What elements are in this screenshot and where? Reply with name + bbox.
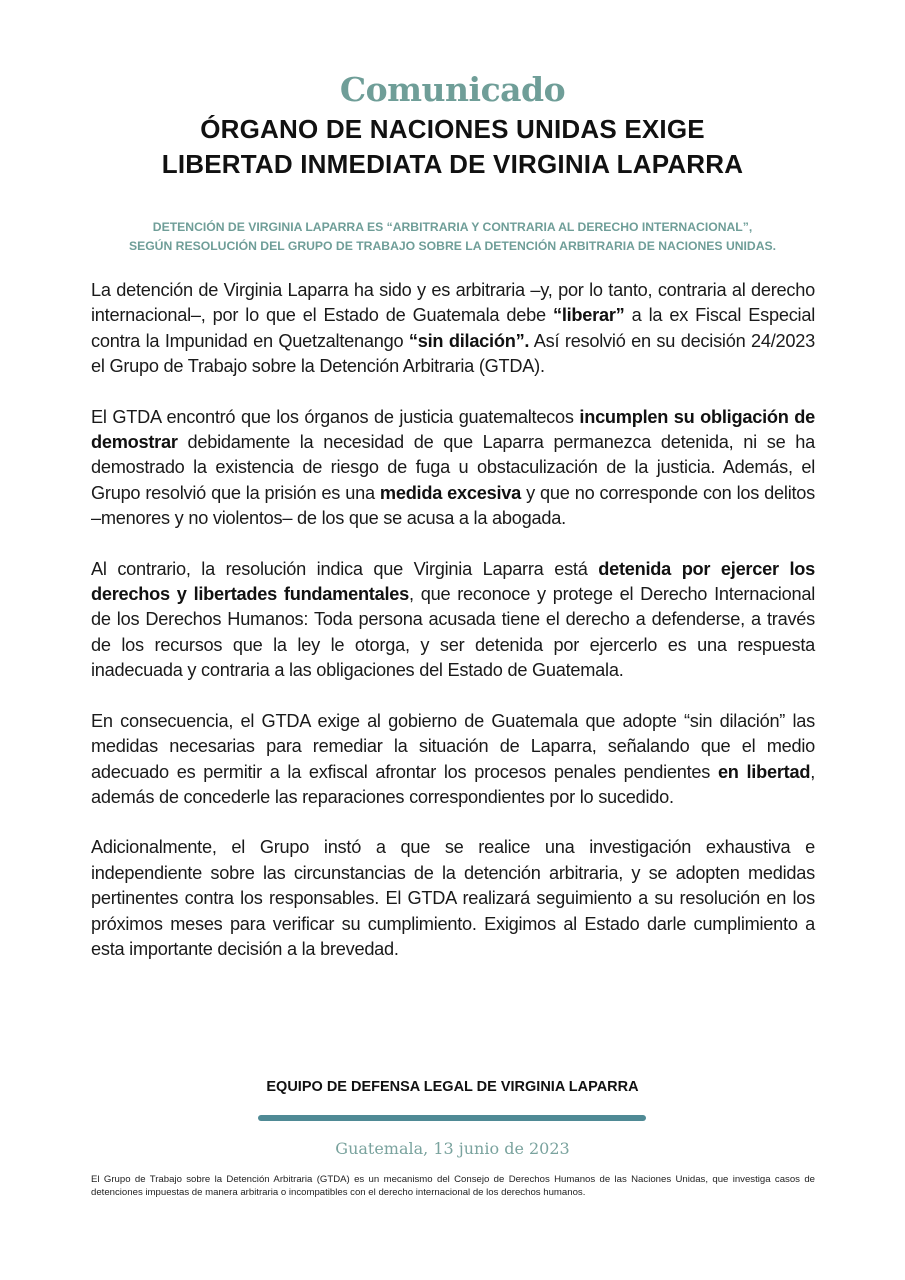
paragraph-text: El GTDA encontró que los órganos de justicia guatemaltecos xyxy=(91,406,580,427)
subheadline xyxy=(40,218,865,256)
paragraph-text: Adicionalmente, el Grupo instó a que se realice una investigación exhaustiva e independiente sobre las circunstancias de la detención arbitraria, y se adopten medidas pertinentes contra los responsables. El GTDA realizará seguimiento a su resolución en los próximos meses para verificar su cumplimiento. Exigimos al Estado darle cumplimiento a esta importante decisión a la brevedad. xyxy=(91,837,815,959)
headline xyxy=(0,112,905,182)
paragraph-3 xyxy=(91,557,815,684)
footnote: El Grupo de Trabajo sobre la Detención Arbitraria (GTDA) es un mecanismo del Consejo de Derechos Humanos de las Naciones Unidas, que investiga casos de detenciones impuestas de manera arbitraria o incompatibles con el derecho internacional de los derechos humanos. xyxy=(91,1174,815,1198)
paragraph-text: debidamente la necesidad de que Laparra permanezca detenida, ni se ha demostrado la existencia de riesgo de fuga u obstaculización de la justicia. Además, el Grupo resolvió que la prisión es una xyxy=(91,432,815,503)
emphasis: “sin dilación”. xyxy=(408,330,530,351)
paragraph-text: En consecuencia, el GTDA exige al gobierno de Guatemala que adopte “sin dilación” las medidas necesarias para remediar la situación de Laparra, señalando que el medio adecuado es permitir a la exfiscal afrontar los procesos penales pendientes xyxy=(91,710,815,782)
headline-line-1: ÓRGANO DE NACIONES UNIDAS EXIGE xyxy=(200,114,705,144)
emphasis: “liberar” xyxy=(552,305,625,326)
signature: EQUIPO DE DEFENSA LEGAL DE VIRGINIA LAPARRA xyxy=(266,1079,639,1095)
paragraph-text: La detención de Virginia Laparra ha sido y es arbitraria –y, por lo tanto, contraria al derecho internacional–, por lo que el Estado de Guatemala debe xyxy=(91,280,815,326)
paragraph-text: Al contrario, la resolución indica que Virginia Laparra está xyxy=(91,558,599,579)
paragraph-5 xyxy=(91,835,815,962)
paragraph-text: , además de concederle las reparaciones correspondientes por lo sucedido. xyxy=(91,761,815,807)
divider-bar xyxy=(258,1115,646,1121)
paragraph-4 xyxy=(91,709,815,811)
body-text xyxy=(91,278,815,987)
paragraph-text: a la ex Fiscal Especial contra la Impunidad en Quetzaltenango xyxy=(91,305,816,351)
paragraph-2 xyxy=(91,405,815,532)
subheadline-line-1: DETENCIÓN DE VIRGINIA LAPARRA ES “ARBITRARIA Y CONTRARIA AL DERECHO INTERNACIONAL”, xyxy=(152,220,753,234)
headline-line-2: LIBERTAD INMEDIATA DE VIRGINIA LAPARRA xyxy=(161,149,744,179)
subheadline-line-2: SEGÚN RESOLUCIÓN DEL GRUPO DE TRABAJO SOBRE LA DETENCIÓN ARBITRARIA DE NACIONES UNIDAS. xyxy=(128,239,777,253)
paragraph-1 xyxy=(91,278,815,380)
emphasis: detenida por ejercer los derechos y libertades fundamentales xyxy=(91,558,816,605)
paragraph-text: , que reconoce y protege el Derecho Internacional de los Derechos Humanos: Toda persona acusada tiene el derecho a defenderse, a través de los recursos que la ley le otorga, y ser detenida por ejercerlo es una respuesta inadecuada y contraria a las obligaciones del Estado de Guatemala. xyxy=(91,584,815,681)
dateline: Guatemala, 13 junio de 2023 xyxy=(335,1139,570,1158)
document-kicker: Comunicado xyxy=(339,70,566,109)
emphasis: en libertad xyxy=(717,761,811,782)
emphasis: incumplen su obligación de demostrar xyxy=(91,406,815,453)
paragraph-text: y que no corresponde con los delitos –menores y no violentos– de los que se acusa a la abogada. xyxy=(91,482,815,529)
paragraph-text: Así resolvió en su decisión 24/2023 el Grupo de Trabajo sobre la Detención Arbitraria (GTDA). xyxy=(91,330,815,377)
emphasis: medida excesiva xyxy=(379,482,522,503)
